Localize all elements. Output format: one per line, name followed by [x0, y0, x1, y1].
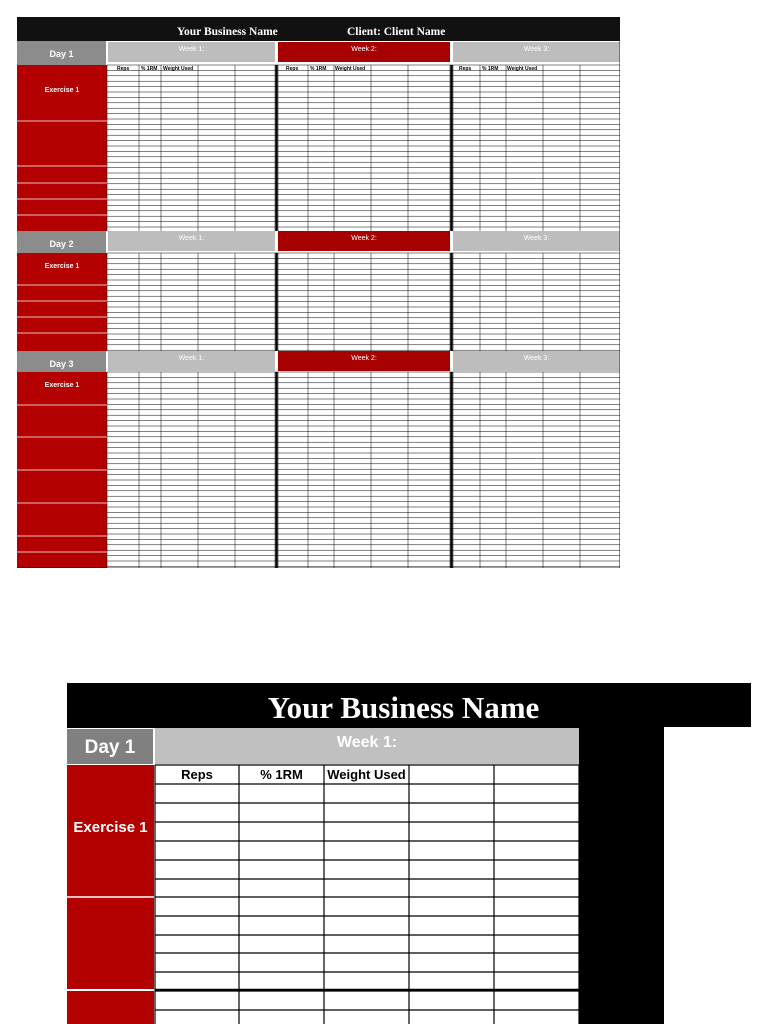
- workout-sheet-thumbnail: [17, 17, 620, 568]
- col-weight-w1: Weight Used: [163, 66, 194, 72]
- client-name: Client: Client Name: [347, 26, 446, 38]
- business-name: Your Business Name: [177, 26, 278, 38]
- zoom-day-label: Day 1: [67, 728, 154, 764]
- day-3-exercise-label: Exercise 1: [44, 382, 80, 389]
- day-1-week-2: Week 2:: [278, 42, 450, 62]
- day-2-week-1: Week 1:: [108, 231, 275, 251]
- zoom-business-name: Your Business Name: [267, 690, 540, 725]
- col-weight-w3: Weight Used: [507, 66, 538, 72]
- day-2-week-2: Week 2:: [278, 231, 450, 251]
- zoom-col-weight: Weight Used: [327, 767, 406, 782]
- day-2-exercise-label: Exercise 1: [44, 263, 80, 270]
- zoom-col-reps: Reps: [181, 767, 213, 782]
- sheet-grid-lines: [17, 17, 620, 568]
- day-2-week-3: Week 3:: [453, 231, 620, 251]
- col-reps-w3: Reps: [459, 66, 472, 72]
- zoom-grid-lines: [67, 683, 751, 1024]
- col-1rm-w1: % 1RM: [141, 66, 158, 72]
- col-1rm-w3: % 1RM: [482, 66, 499, 72]
- day-3-week-3: Week 3:: [453, 351, 620, 371]
- zoom-week-label: Week 1:: [155, 728, 579, 764]
- col-reps-w2: Reps: [286, 66, 299, 72]
- day-1-week-3: Week 3:: [453, 42, 620, 62]
- zoomed-sheet-detail: [67, 683, 751, 1024]
- day-1-week-1: Week 1:: [108, 42, 275, 62]
- col-reps-w1: Reps: [117, 66, 130, 72]
- zoom-exercise-label: Exercise 1: [73, 819, 148, 836]
- day-1-label: Day 1: [17, 41, 107, 65]
- day-1-exercise-label: Exercise 1: [44, 87, 80, 94]
- zoom-col-1rm: % 1RM: [260, 767, 303, 782]
- col-1rm-w2: % 1RM: [310, 66, 327, 72]
- day-3-label: Day 3: [17, 351, 107, 372]
- day-3-week-2: Week 2:: [278, 351, 450, 371]
- col-weight-w2: Weight Used: [335, 66, 366, 72]
- day-3-week-1: Week 1:: [108, 351, 275, 371]
- day-2-label: Day 2: [17, 231, 107, 253]
